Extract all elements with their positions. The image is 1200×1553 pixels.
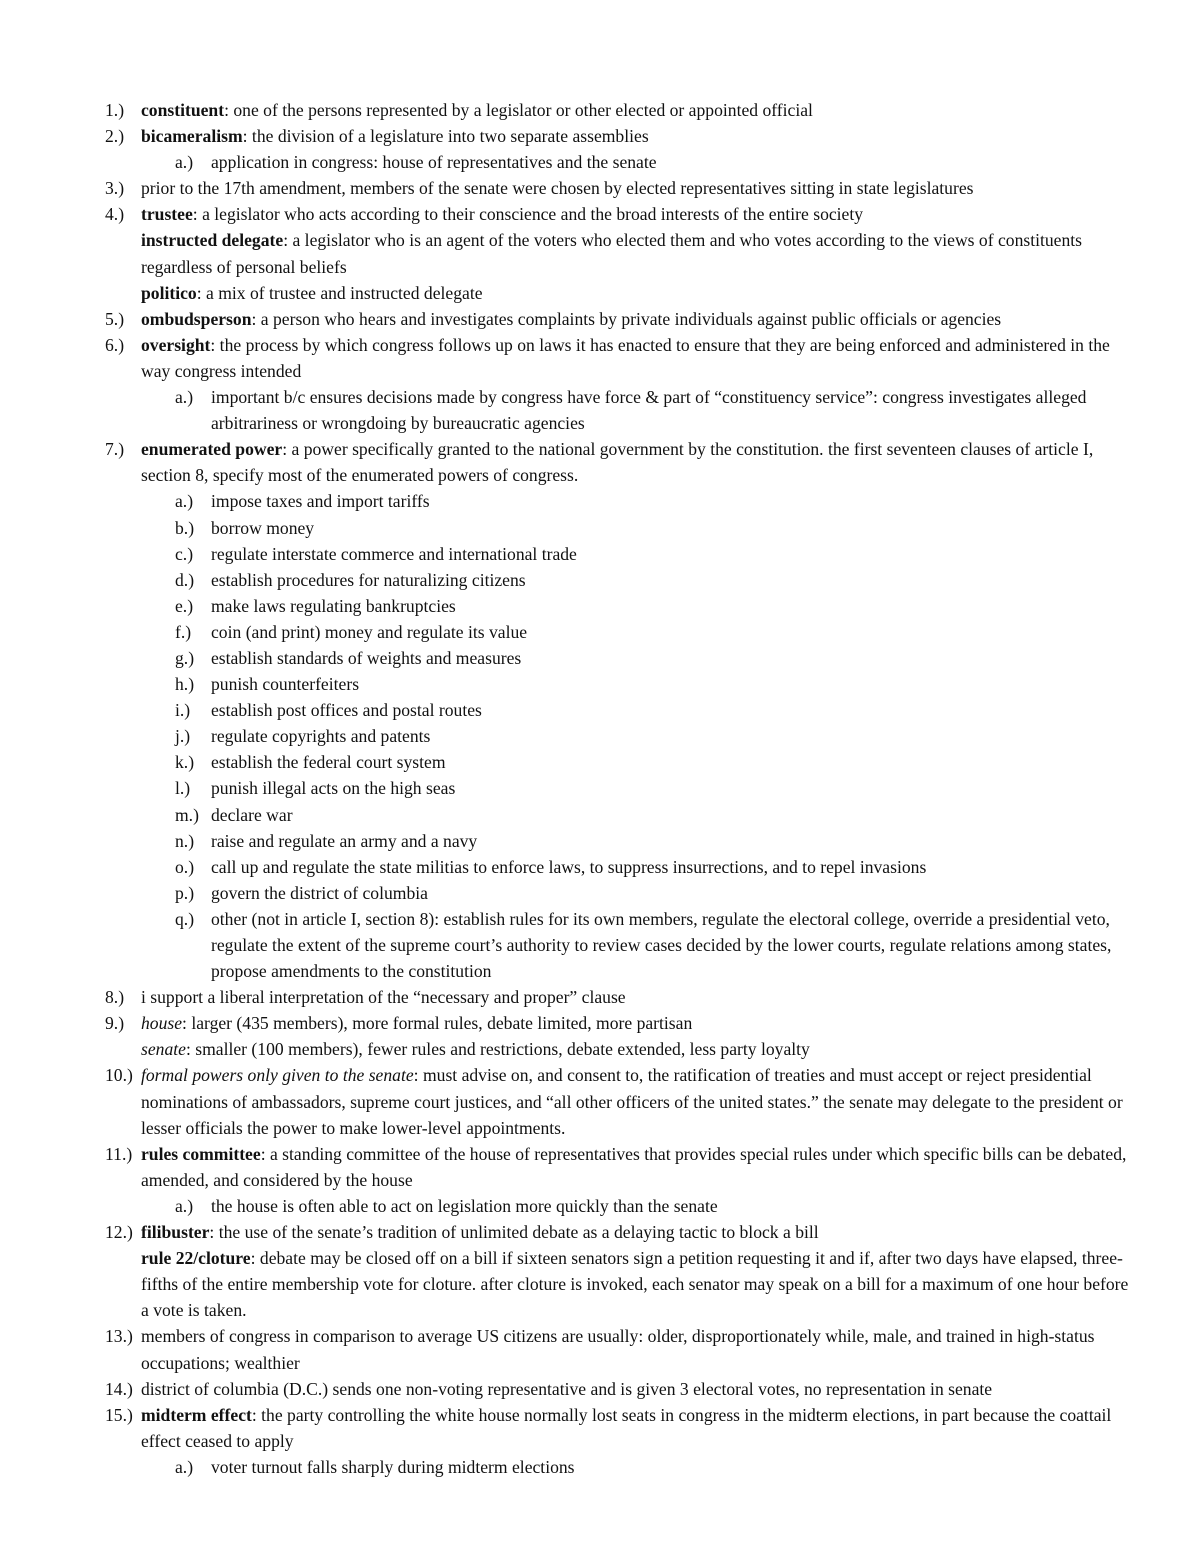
item-letter: h.) bbox=[175, 674, 195, 695]
list-item bbox=[0, 984, 1131, 1010]
sub-list-item bbox=[0, 854, 1131, 880]
item-number: 6.) bbox=[105, 334, 125, 355]
sub-list-item bbox=[0, 775, 1131, 801]
sub-list-item bbox=[0, 697, 1131, 723]
sub-item-text: voter turnout falls sharply during midterm elections bbox=[211, 1456, 575, 1477]
item-number: 9.) bbox=[105, 1013, 125, 1034]
sub-list-item bbox=[0, 1454, 1131, 1480]
sub-item-text: establish standards of weights and measures bbox=[211, 647, 522, 668]
item-number: 14.) bbox=[105, 1378, 133, 1399]
sub-list-item bbox=[0, 488, 1131, 514]
item-number: 7.) bbox=[105, 439, 125, 460]
definition: : a legislator who is an agent of the voters who elected them and who votes according to the views of constituents regardless of personal beliefs bbox=[141, 230, 1083, 277]
list-continuation bbox=[0, 1245, 1131, 1323]
term: rules committee bbox=[141, 1143, 261, 1164]
item-number: 8.) bbox=[105, 987, 125, 1008]
definition: : one of the persons represented by a legislator or other elected or appointed official bbox=[224, 100, 813, 120]
list-continuation bbox=[0, 227, 1131, 279]
definition: : larger (435 members), more formal rules, debate limited, more partisan bbox=[182, 1013, 693, 1034]
term: midterm effect bbox=[141, 1404, 252, 1425]
list-item bbox=[0, 1376, 1131, 1402]
definition: : a standing committee of the house of representatives that provides special rules under which specific bills can be debated, amended, and considered by the house bbox=[141, 1143, 1127, 1190]
term: rule 22/cloture bbox=[141, 1248, 251, 1269]
item-letter: a.) bbox=[175, 1195, 194, 1216]
item-letter: a.) bbox=[175, 152, 194, 173]
item-text: district of columbia (D.C.) sends one non-voting representative and is given 3 electoral votes, no representation in senate bbox=[141, 1378, 993, 1399]
list-item bbox=[0, 1062, 1131, 1140]
sub-list-item bbox=[0, 515, 1131, 541]
definition: : a power specifically granted to the national government by the constitution. the first seventeen clauses of article I, section 8, specify most of the enumerated powers of congress. bbox=[141, 439, 1094, 486]
sub-list-item bbox=[0, 828, 1131, 854]
sub-item-text: establish post offices and postal routes bbox=[211, 700, 482, 721]
item-letter: n.) bbox=[175, 830, 195, 851]
sub-item-text: establish procedures for naturalizing citizens bbox=[211, 569, 526, 590]
sub-list-item bbox=[0, 880, 1131, 906]
item-number: 1.) bbox=[105, 100, 125, 120]
definition: : the party controlling the white house normally lost seats in congress in the midterm elections, in part because the coattail effect ceased to apply bbox=[141, 1404, 1112, 1451]
term: house bbox=[141, 1013, 183, 1034]
sub-item-text: call up and regulate the state militias to enforce laws, to suppress insurrections, and to repel invasions bbox=[211, 856, 927, 877]
list-item bbox=[0, 1141, 1131, 1193]
item-letter: a.) bbox=[175, 1456, 194, 1477]
list-item bbox=[0, 123, 1131, 149]
item-number: 13.) bbox=[105, 1326, 133, 1347]
sub-list-item bbox=[0, 567, 1131, 593]
sub-list-item bbox=[0, 384, 1131, 436]
list-item bbox=[0, 1402, 1131, 1454]
list-item bbox=[0, 306, 1131, 332]
item-number: 10.) bbox=[105, 1065, 133, 1086]
definition: : a person who hears and investigates complaints by private individuals against public officials or agencies bbox=[251, 308, 1002, 329]
item-text: prior to the 17th amendment, members of the senate were chosen by elected representatives sitting in state legislatures bbox=[141, 178, 974, 199]
term: enumerated power bbox=[141, 439, 283, 460]
sub-list-item bbox=[0, 723, 1131, 749]
list-item bbox=[0, 175, 1131, 201]
item-number: 5.) bbox=[105, 308, 125, 329]
list-item bbox=[0, 1010, 1131, 1036]
item-number: 3.) bbox=[105, 178, 125, 199]
sub-item-text: borrow money bbox=[211, 517, 315, 538]
sub-item-text: make laws regulating bankruptcies bbox=[211, 595, 456, 616]
list-item bbox=[0, 1219, 1131, 1245]
item-letter: p.) bbox=[175, 882, 195, 903]
item-letter: b.) bbox=[175, 517, 195, 538]
list-item bbox=[0, 332, 1131, 384]
item-letter: j.) bbox=[175, 726, 191, 747]
list-item bbox=[0, 201, 1131, 227]
term: filibuster bbox=[141, 1222, 210, 1243]
item-letter: d.) bbox=[175, 569, 195, 590]
item-letter: k.) bbox=[175, 752, 195, 773]
sub-list-item bbox=[0, 671, 1131, 697]
sub-item-text: impose taxes and import tariffs bbox=[211, 491, 430, 512]
definition: : a mix of trustee and instructed delegate bbox=[196, 282, 483, 303]
item-letter: o.) bbox=[175, 856, 195, 877]
term: oversight bbox=[141, 334, 211, 355]
list-continuation bbox=[0, 1036, 1131, 1062]
term: bicameralism bbox=[141, 126, 243, 147]
sub-list-item bbox=[0, 619, 1131, 645]
sub-list-item bbox=[0, 802, 1131, 828]
term: formal powers only given to the senate bbox=[141, 1065, 414, 1086]
item-letter: m.) bbox=[175, 804, 199, 825]
item-letter: q.) bbox=[175, 908, 195, 929]
definition: : must advise on, and consent to, the ratification of treaties and must accept or reject presidential nominations of ambassadors, supreme court justices, and “all other officers of the united states.” the senate may delegate to the president or lesser officials the power to make lower-level appointments. bbox=[141, 1065, 1123, 1138]
item-number: 4.) bbox=[105, 204, 125, 225]
item-text: members of congress in comparison to average US citizens are usually: older, disproportionately while, male, and trained in high-status occupations; wealthier bbox=[141, 1326, 1095, 1373]
sub-item-text: the house is often able to act on legislation more quickly than the senate bbox=[211, 1195, 718, 1216]
sub-item-text: govern the district of columbia bbox=[211, 882, 428, 903]
item-letter: a.) bbox=[175, 491, 194, 512]
sub-item-text: establish the federal court system bbox=[211, 752, 446, 773]
list-item bbox=[0, 1323, 1131, 1375]
sub-item-text: declare war bbox=[211, 804, 293, 825]
item-text: i support a liberal interpretation of the “necessary and proper” clause bbox=[141, 987, 626, 1008]
sub-item-text: other (not in article I, section 8): establish rules for its own members, regulate the electoral college, override a presidential veto, regulate the extent of the supreme court’s authority to review cases decided by the lower courts, regulate relations among states, propose amendments to the constitution bbox=[211, 908, 1112, 982]
sub-list-item bbox=[0, 149, 1131, 175]
definition: : smaller (100 members), fewer rules and restrictions, debate extended, less party loyalty bbox=[185, 1039, 810, 1060]
sub-item-text: regulate copyrights and patents bbox=[211, 726, 431, 747]
definition: : a legislator who acts according to their conscience and the broad interests of the entire society bbox=[192, 204, 864, 225]
sub-list-item bbox=[0, 593, 1131, 619]
sub-item-text: important b/c ensures decisions made by congress have force & part of “constituency service”: congress investigates alleged arbitrariness or wrongdoing by bureaucratic agencies bbox=[211, 387, 1087, 434]
sub-item-text: coin (and print) money and regulate its value bbox=[211, 621, 528, 642]
item-letter: e.) bbox=[175, 595, 194, 616]
list-continuation bbox=[0, 280, 1131, 306]
list-item bbox=[0, 97, 1131, 123]
sub-item-text: punish illegal acts on the high seas bbox=[211, 778, 456, 799]
list-item bbox=[0, 436, 1131, 488]
term: instructed delegate bbox=[141, 230, 284, 251]
sub-list-item bbox=[0, 645, 1131, 671]
sub-list-item bbox=[0, 749, 1131, 775]
item-letter: a.) bbox=[175, 387, 194, 408]
term: constituent bbox=[141, 100, 225, 120]
item-number: 2.) bbox=[105, 126, 125, 147]
term: trustee bbox=[141, 204, 193, 225]
item-number: 11.) bbox=[105, 1143, 133, 1164]
sub-list-item bbox=[0, 906, 1131, 984]
sub-list-item bbox=[0, 541, 1131, 567]
term: politico bbox=[141, 282, 197, 303]
definition: : debate may be closed off on a bill if sixteen senators sign a petition requesting it and if, after two days have elapsed, three-fifths of the entire membership vote for cloture. after cloture is invoked, each senator may speak on a bill for a maximum of one hour before a vote is taken. bbox=[141, 1248, 1129, 1321]
item-letter: c.) bbox=[175, 543, 194, 564]
definition: : the division of a legislature into two separate assemblies bbox=[242, 126, 649, 147]
sub-item-text: application in congress: house of representatives and the senate bbox=[211, 152, 657, 173]
sub-item-text: regulate interstate commerce and international trade bbox=[211, 543, 577, 564]
sub-list-item bbox=[0, 1193, 1131, 1219]
term: senate bbox=[141, 1039, 186, 1060]
item-letter: f.) bbox=[175, 621, 192, 642]
sub-item-text: punish counterfeiters bbox=[211, 674, 360, 695]
sub-item-text: raise and regulate an army and a navy bbox=[211, 830, 478, 851]
definition: : the use of the senate’s tradition of unlimited debate as a delaying tactic to block a bill bbox=[209, 1222, 819, 1243]
definition: : the process by which congress follows up on laws it has enacted to ensure that they are being enforced and administered in the way congress intended bbox=[141, 334, 1110, 381]
item-letter: g.) bbox=[175, 647, 195, 668]
document-page bbox=[0, 97, 1200, 1480]
item-letter: l.) bbox=[175, 778, 191, 799]
item-number: 15.) bbox=[105, 1404, 133, 1425]
item-number: 12.) bbox=[105, 1222, 133, 1243]
item-letter: i.) bbox=[175, 700, 191, 721]
term: ombudsperson bbox=[141, 308, 252, 329]
